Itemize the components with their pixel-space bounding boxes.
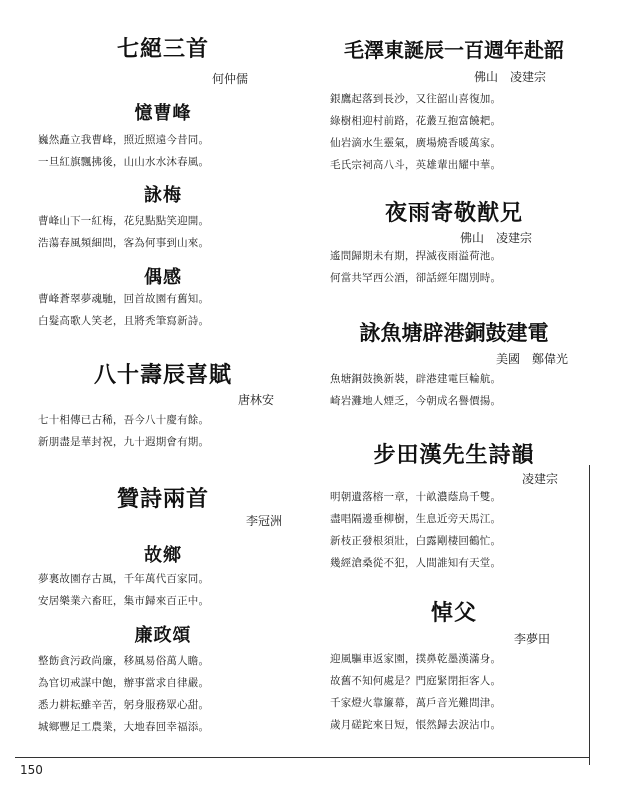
poem-body bbox=[38, 409, 288, 453]
poem-line: 一旦紅旗飄拂後，山山水水沐春風。 bbox=[38, 156, 210, 168]
poem-line: 為官切戒謀中飽，辦事當求自律嚴。 bbox=[38, 677, 210, 689]
poem-line: 盡唱隔邊垂柳樹，生息近旁天馬江。 bbox=[330, 513, 502, 525]
author: 李夢田 bbox=[513, 632, 550, 646]
poem-line: 巍然矗立我曹峰，照近照遠今昔同。 bbox=[38, 134, 210, 146]
author: 李冠洲 bbox=[245, 514, 282, 528]
poem-line: 浩蕩春風頻細問，客為何事到山來。 bbox=[38, 237, 210, 249]
poem-line: 銀鷹起落到長沙，又往韶山喜復加。 bbox=[330, 93, 502, 105]
page-number: 150 bbox=[20, 763, 43, 777]
poem-line: 迎風驅車返家園，撲鼻乾墨漢滿身。 bbox=[330, 653, 502, 665]
poem-line: 千家燈火靠簾幕，萬戶音光難問津。 bbox=[330, 697, 502, 709]
poem-line: 曹峰蒼翠夢魂馳，回首故園有舊知。 bbox=[38, 293, 210, 305]
footer-rule bbox=[15, 757, 590, 758]
poem-line: 綠樹相迎村前路，花叢互抱富饒耙。 bbox=[330, 115, 502, 127]
section-title: 贊詩兩首 bbox=[116, 487, 209, 512]
poem-line: 仙岩滴水生靈氣，廣場燒香暖萬家。 bbox=[330, 137, 502, 149]
section-title: 步田漢先生詩韻 bbox=[373, 443, 535, 468]
author: 凌建宗 bbox=[521, 472, 558, 486]
poem-line: 城鄉豐足工農業，大地春回幸福添。 bbox=[38, 721, 210, 733]
poem-line: 夢裏故園存古風，千年萬代百家同。 bbox=[38, 573, 210, 585]
author: 何仲儒 bbox=[211, 72, 248, 86]
poem-line: 安居樂業六畜旺，集市歸來百正中。 bbox=[38, 595, 210, 607]
author: 佛山 凌建宗 bbox=[459, 231, 532, 245]
poem-line: 何當共罕西公酒，卻話經年闊別時。 bbox=[330, 272, 502, 284]
poem-body bbox=[38, 210, 288, 254]
poem-body bbox=[330, 88, 578, 176]
author: 唐林安 bbox=[237, 393, 274, 407]
poem-title: 憶曹峰 bbox=[134, 103, 192, 124]
poem-body bbox=[38, 650, 288, 738]
poem-line: 新朋盡是華封祝，九十遐期會有期。 bbox=[38, 436, 210, 448]
poem-line: 明朝遺落榕一章，十畝濃蔭鳥千雙。 bbox=[330, 491, 502, 503]
poem-title: 故鄉 bbox=[144, 545, 182, 566]
section-title: 夜雨寄敬猷兄 bbox=[384, 201, 523, 226]
poem-line: 毛氏宗祠高八斗，英雄輩出耀中華。 bbox=[330, 159, 502, 171]
column-divider bbox=[589, 465, 590, 765]
section-title: 詠魚塘辟港銅鼓建電 bbox=[359, 321, 549, 345]
poem-line: 歲月磋跎來日短，悵然歸去淚沾巾。 bbox=[330, 719, 502, 731]
poem-line: 七十相傳已古稀，吾今八十慶有餘。 bbox=[38, 414, 210, 426]
poem-line: 白髮高歌人笑老，且將秃筆寫新詩。 bbox=[38, 315, 210, 327]
poem-body bbox=[330, 245, 578, 289]
poem-line: 整飭貪污政尚廉，移風易俗萬人瞻。 bbox=[38, 655, 210, 667]
author: 美國 鄭偉光 bbox=[495, 352, 568, 366]
poem-line: 新枝正發根須壯，白露剛棲回鶴忙。 bbox=[330, 535, 502, 547]
poem-body bbox=[330, 368, 578, 412]
poem-line: 魚塘銅鼓換新裝，辟港建電巨輪航。 bbox=[330, 373, 502, 385]
poem-body bbox=[38, 129, 288, 173]
poem-title: 廉政頌 bbox=[134, 625, 192, 646]
poem-body bbox=[330, 648, 578, 736]
poem-line: 幾經滄桑從不犯，人間誰知有天堂。 bbox=[330, 557, 502, 569]
poem-body bbox=[330, 486, 578, 574]
poem-line: 曹峰山下一紅梅，花兒點點笑迎開。 bbox=[38, 215, 210, 227]
author: 佛山 凌建宗 bbox=[473, 70, 546, 84]
poem-line: 遙問歸期未有期，捍滅夜雨溢荷池。 bbox=[330, 250, 502, 262]
section-title: 毛澤東誕辰一百週年赴韶 bbox=[344, 38, 564, 62]
section-title: 悼父 bbox=[430, 601, 477, 626]
poem-title: 詠梅 bbox=[144, 185, 182, 206]
section-title: 七絕三首 bbox=[116, 37, 209, 62]
poem-title: 偶感 bbox=[144, 267, 182, 288]
poem-body bbox=[38, 288, 288, 332]
poem-line: 悉力耕耘雖辛苦，躬身服務眾心甜。 bbox=[38, 699, 210, 711]
section-title: 八十壽辰喜賦 bbox=[93, 363, 232, 388]
poem-line: 崎岩灘地人煙乏，今朝成名譽價揚。 bbox=[330, 395, 502, 407]
poem-line: 故舊不知何處是？門庭緊閉拒客人。 bbox=[330, 675, 502, 687]
poem-body bbox=[38, 568, 288, 612]
